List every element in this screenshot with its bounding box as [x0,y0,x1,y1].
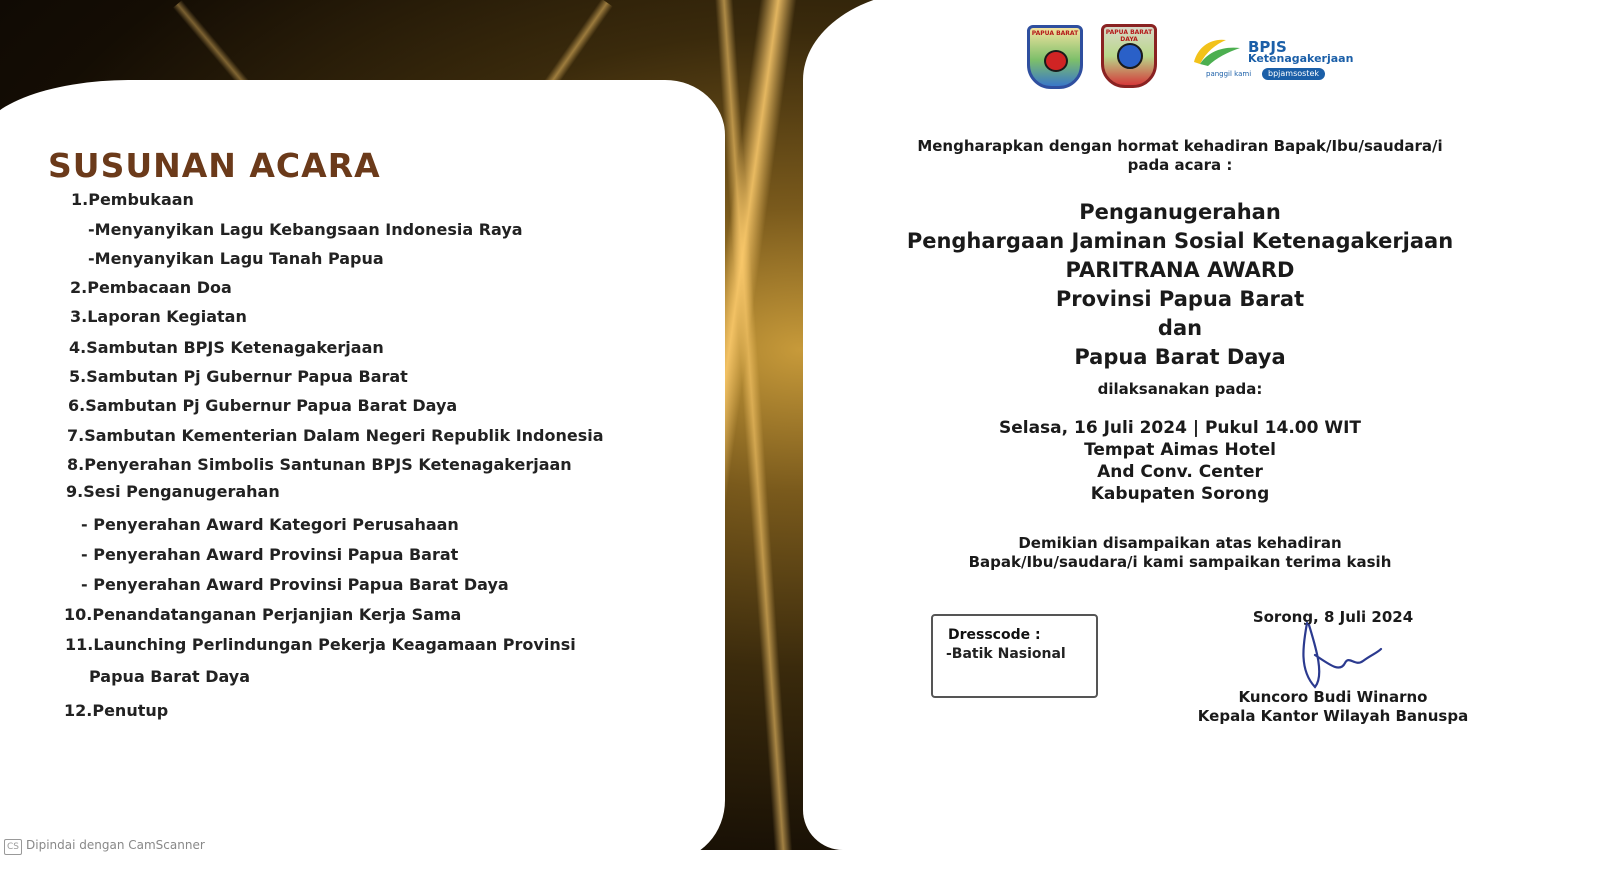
agenda-item: 2.Pembacaan Doa [70,278,232,297]
bpjs-logo-name: BPJS [1248,38,1287,56]
agenda-item: 4.Sambutan BPJS Ketenagakerjaan [69,338,384,357]
closing-line: Demikian disampaikan atas kehadiran [1018,534,1342,552]
crest-label: PAPUA BARAT DAYA [1105,29,1153,43]
intro-line: pada acara : [1127,156,1233,174]
agenda-item: - Penyerahan Award Provinsi Papua Barat Daya [81,575,509,594]
bpjs-logo-subtitle: Ketenagakerjaan [1248,52,1354,65]
event-title-line: PARITRANA AWARD [1065,258,1295,282]
signer-title: Kepala Kantor Wilayah Banuspa [1197,707,1469,725]
agenda-item: Papua Barat Daya [89,667,251,686]
event-title-line: Provinsi Papua Barat [1055,287,1305,311]
agenda-item: -Menyanyikan Lagu Tanah Papua [88,249,384,268]
dresscode-box [931,614,1098,698]
agenda-item: 1.Pembukaan [71,190,194,209]
signer-name: Kuncoro Budi Winarno [1238,688,1428,706]
venue-line: Kabupaten Sorong [1090,484,1270,504]
agenda-item: 6.Sambutan Pj Gubernur Papua Barat Daya [68,396,458,415]
held-on-label: dilaksanakan pada: [1097,380,1263,398]
agenda-item: 9.Sesi Penganugerahan [66,482,280,501]
event-title-line: dan [1157,316,1203,340]
handwritten-signature [1285,615,1395,695]
event-title-line: Penganugerahan [1079,200,1281,224]
camscanner-watermark [4,838,205,855]
agenda-item: 10.Penandatanganan Perjanjian Kerja Sama [64,605,462,624]
agenda-item: 11.Launching Perlindungan Pekerja Keagamaan Provinsi [65,635,576,654]
agenda-item: - Penyerahan Award Provinsi Papua Barat [81,545,459,564]
dresscode-label: Dresscode : [948,627,1041,643]
agenda-item: 5.Sambutan Pj Gubernur Papua Barat [69,367,408,386]
agenda-item: 8.Penyerahan Simbolis Santunan BPJS Ketenagakerjaan [67,455,572,474]
dresscode-value: -Batik Nasional [946,646,1066,662]
event-title-line: Papua Barat Daya [1074,345,1286,369]
place-and-date: Sorong, 8 Juli 2024 [1252,608,1414,626]
bpjs-tagline: panggil kami [1206,70,1252,78]
agenda-item: 3.Laporan Kegiatan [70,307,247,326]
papua-barat-crest-logo [1027,25,1083,89]
agenda-title: SUSUNAN ACARA [48,146,381,185]
agenda-item: 7.Sambutan Kementerian Dalam Negeri Republik Indonesia [67,426,604,445]
venue-line: And Conv. Center [1097,462,1263,482]
emblem-icon [1117,43,1143,69]
closing-line: Bapak/Ibu/saudara/i kami sampaikan terima kasih [968,553,1392,571]
crest-label: PAPUA BARAT [1031,30,1079,37]
camscanner-logo-icon: CS [4,839,22,855]
intro-line: Mengharapkan dengan hormat kehadiran Bapak/Ibu/saudara/i [917,137,1443,155]
camscanner-text: Dipindai dengan CamScanner [26,838,205,852]
agenda-item: -Menyanyikan Lagu Kebangsaan Indonesia Raya [88,220,523,239]
event-title-line: Penghargaan Jaminan Sosial Ketenagakerjaan [906,229,1454,253]
bird-emblem-icon [1044,50,1068,72]
bpjs-pill-badge: bpjamsostek [1262,68,1325,80]
agenda-item: 12.Penutup [64,701,169,720]
event-date-time: Selasa, 16 Juli 2024 | Pukul 14.00 WIT [998,418,1362,438]
papua-barat-daya-crest-logo [1101,24,1157,88]
venue-line: Tempat Aimas Hotel [1084,440,1276,460]
agenda-item: - Penyerahan Award Kategori Perusahaan [81,515,459,534]
bpjs-leaf-icon [1192,36,1242,66]
